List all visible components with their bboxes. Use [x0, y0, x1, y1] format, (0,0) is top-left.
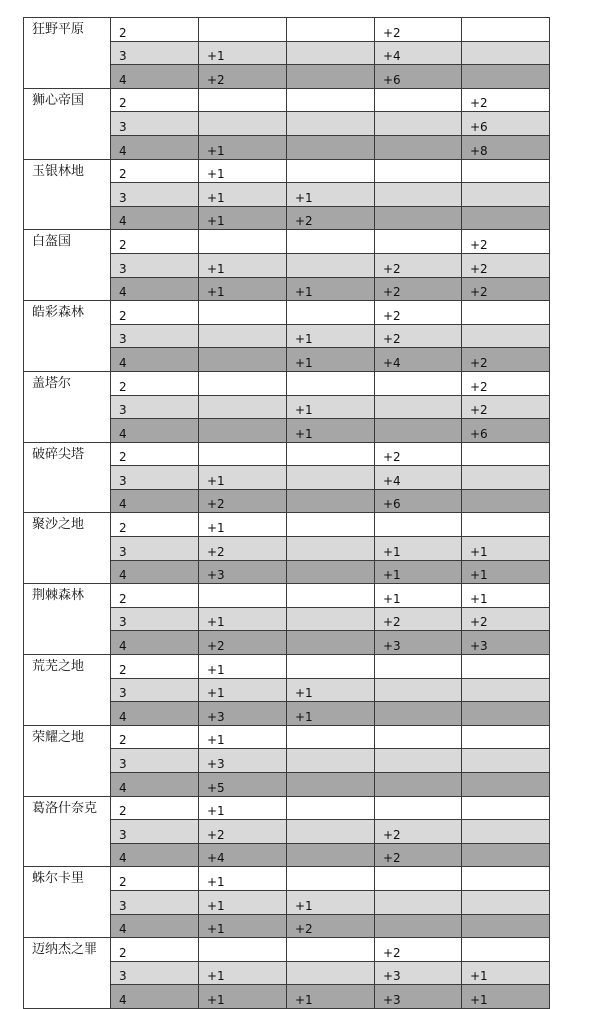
table-row — [24, 88, 550, 112]
bonus-cell — [375, 419, 462, 443]
bonus-cell: +2 — [462, 371, 550, 395]
bonus-cell — [287, 938, 375, 962]
bonus-cell: +1 — [199, 678, 287, 702]
level-cell: 2 — [111, 584, 199, 608]
level-cell: 2 — [111, 18, 199, 42]
level-cell: 4 — [111, 135, 199, 159]
bonus-cell: +2 — [462, 348, 550, 372]
bonus-cell — [375, 395, 462, 419]
bonus-cell — [462, 773, 550, 797]
level-cell: 3 — [111, 678, 199, 702]
bonus-cell — [287, 725, 375, 749]
level-cell: 3 — [111, 890, 199, 914]
level-cell: 3 — [111, 112, 199, 136]
bonus-cell: +2 — [199, 820, 287, 844]
table-row — [24, 796, 550, 820]
bonus-cell: +1 — [375, 584, 462, 608]
region-name: 破碎尖塔 — [24, 442, 111, 513]
bonus-cell — [462, 843, 550, 867]
bonus-cell — [287, 961, 375, 985]
bonus-cell — [287, 135, 375, 159]
bonus-cell: +1 — [199, 655, 287, 679]
bonus-cell: +1 — [375, 560, 462, 584]
bonus-cell — [462, 513, 550, 537]
bonus-cell: +2 — [375, 938, 462, 962]
bonus-cell: +2 — [375, 18, 462, 42]
bonus-cell: +1 — [287, 678, 375, 702]
level-cell: 3 — [111, 961, 199, 985]
bonus-cell: +3 — [375, 985, 462, 1009]
bonus-cell: +3 — [375, 961, 462, 985]
bonus-cell: +4 — [375, 466, 462, 490]
table-row — [24, 18, 550, 42]
bonus-cell: +2 — [199, 489, 287, 513]
region-name: 荣耀之地 — [24, 725, 111, 796]
bonus-cell: +1 — [199, 867, 287, 891]
bonus-cell — [462, 206, 550, 230]
bonus-cell — [462, 655, 550, 679]
bonus-cell: +1 — [287, 395, 375, 419]
bonus-cell — [287, 371, 375, 395]
bonus-cell — [199, 371, 287, 395]
bonus-cell — [287, 489, 375, 513]
bonus-cell: +1 — [199, 725, 287, 749]
level-cell: 3 — [111, 253, 199, 277]
bonus-cell — [199, 395, 287, 419]
bonus-cell: +1 — [462, 961, 550, 985]
bonus-cell — [375, 867, 462, 891]
level-cell: 3 — [111, 820, 199, 844]
bonus-cell — [199, 18, 287, 42]
bonus-cell — [287, 867, 375, 891]
bonus-cell — [287, 820, 375, 844]
bonus-cell — [287, 88, 375, 112]
bonus-cell: +2 — [287, 206, 375, 230]
bonus-cell — [375, 749, 462, 773]
bonus-cell: +1 — [199, 159, 287, 183]
region-name: 狂野平原 — [24, 18, 111, 89]
bonus-cell — [287, 749, 375, 773]
bonus-cell — [375, 773, 462, 797]
bonus-cell: +2 — [462, 88, 550, 112]
bonus-cell — [462, 65, 550, 89]
bonus-cell: +1 — [287, 890, 375, 914]
bonus-cell: +1 — [199, 253, 287, 277]
level-cell: 3 — [111, 395, 199, 419]
bonus-cell — [375, 702, 462, 726]
level-cell: 4 — [111, 560, 199, 584]
bonus-cell: +2 — [375, 253, 462, 277]
bonus-cell: +1 — [287, 183, 375, 207]
bonus-cell: +2 — [199, 631, 287, 655]
bonus-cell — [287, 513, 375, 537]
bonus-cell — [375, 655, 462, 679]
level-cell: 2 — [111, 159, 199, 183]
bonus-cell — [199, 584, 287, 608]
region-name: 蛛尔卡里 — [24, 867, 111, 938]
bonus-cell: +1 — [199, 277, 287, 301]
bonus-cell: +1 — [199, 985, 287, 1009]
bonus-cell — [199, 442, 287, 466]
level-cell: 4 — [111, 65, 199, 89]
bonus-cell — [199, 88, 287, 112]
bonus-cell — [199, 419, 287, 443]
bonus-cell — [287, 65, 375, 89]
bonus-cell: +1 — [199, 796, 287, 820]
bonus-cell: +3 — [375, 631, 462, 655]
bonus-cell: +1 — [462, 560, 550, 584]
bonus-cell — [375, 135, 462, 159]
bonus-cell — [462, 796, 550, 820]
level-cell: 3 — [111, 183, 199, 207]
level-cell: 2 — [111, 442, 199, 466]
bonus-cell — [462, 702, 550, 726]
level-cell: 3 — [111, 537, 199, 561]
bonus-cell: +2 — [375, 843, 462, 867]
bonus-cell — [462, 867, 550, 891]
bonus-cell — [462, 725, 550, 749]
table-row — [24, 159, 550, 183]
bonus-cell: +2 — [462, 277, 550, 301]
bonus-cell — [287, 466, 375, 490]
bonus-cell — [462, 324, 550, 348]
bonus-cell: +1 — [199, 914, 287, 938]
bonus-cell — [287, 631, 375, 655]
level-cell: 4 — [111, 631, 199, 655]
bonus-cell: +1 — [287, 985, 375, 1009]
bonus-cell: +4 — [199, 843, 287, 867]
level-cell: 4 — [111, 348, 199, 372]
bonus-cell — [375, 230, 462, 254]
bonus-cell — [462, 442, 550, 466]
bonus-cell — [287, 230, 375, 254]
region-name: 荒芜之地 — [24, 655, 111, 726]
level-cell: 2 — [111, 371, 199, 395]
level-cell: 3 — [111, 749, 199, 773]
bonus-cell: +2 — [375, 820, 462, 844]
bonus-cell — [199, 324, 287, 348]
level-cell: 2 — [111, 938, 199, 962]
level-cell: 4 — [111, 419, 199, 443]
region-name: 迈纳杰之罪 — [24, 938, 111, 1009]
region-name: 玉银林地 — [24, 159, 111, 230]
bonus-cell — [462, 890, 550, 914]
bonus-cell: +1 — [287, 277, 375, 301]
bonus-cell — [287, 843, 375, 867]
level-cell: 2 — [111, 867, 199, 891]
bonus-cell — [462, 466, 550, 490]
bonus-cell — [199, 301, 287, 325]
bonus-cell — [199, 112, 287, 136]
bonus-cell: +2 — [462, 253, 550, 277]
table-row — [24, 655, 550, 679]
bonus-cell — [462, 301, 550, 325]
bonus-cell: +2 — [375, 324, 462, 348]
bonus-cell: +2 — [462, 607, 550, 631]
level-cell: 4 — [111, 985, 199, 1009]
bonus-cell: +6 — [462, 112, 550, 136]
bonus-cell: +1 — [287, 348, 375, 372]
bonus-cell: +4 — [375, 348, 462, 372]
table-row — [24, 230, 550, 254]
bonus-cell — [462, 820, 550, 844]
bonus-cell — [287, 560, 375, 584]
bonus-cell: +3 — [199, 702, 287, 726]
level-cell: 4 — [111, 914, 199, 938]
bonus-cell — [287, 796, 375, 820]
bonus-cell — [375, 914, 462, 938]
level-cell: 4 — [111, 489, 199, 513]
bonus-cell: +1 — [287, 419, 375, 443]
bonus-cell — [375, 206, 462, 230]
bonus-cell: +1 — [199, 41, 287, 65]
region-name: 荆棘森林 — [24, 584, 111, 655]
bonus-cell — [375, 725, 462, 749]
bonus-cell — [462, 914, 550, 938]
region-table-body — [24, 18, 550, 1009]
level-cell: 2 — [111, 655, 199, 679]
bonus-cell: +6 — [375, 489, 462, 513]
level-cell: 2 — [111, 88, 199, 112]
bonus-cell: +1 — [199, 513, 287, 537]
region-name: 皓彩森林 — [24, 301, 111, 372]
bonus-cell: +2 — [375, 301, 462, 325]
bonus-cell — [462, 41, 550, 65]
bonus-cell — [199, 938, 287, 962]
bonus-cell — [287, 773, 375, 797]
bonus-cell — [287, 607, 375, 631]
bonus-cell — [375, 513, 462, 537]
bonus-cell: +1 — [199, 206, 287, 230]
level-cell: 2 — [111, 513, 199, 537]
region-name: 狮心帝国 — [24, 88, 111, 159]
bonus-cell: +2 — [287, 914, 375, 938]
bonus-cell: +1 — [199, 890, 287, 914]
table-row — [24, 442, 550, 466]
table-row — [24, 513, 550, 537]
bonus-cell: +6 — [375, 65, 462, 89]
region-name: 盖塔尔 — [24, 371, 111, 442]
bonus-cell — [375, 890, 462, 914]
region-name: 聚沙之地 — [24, 513, 111, 584]
bonus-cell — [462, 183, 550, 207]
bonus-cell — [375, 796, 462, 820]
bonus-cell — [375, 678, 462, 702]
bonus-cell: +3 — [199, 560, 287, 584]
bonus-cell: +1 — [199, 183, 287, 207]
level-cell: 4 — [111, 206, 199, 230]
level-cell: 2 — [111, 725, 199, 749]
level-cell: 2 — [111, 301, 199, 325]
bonus-cell: +1 — [287, 702, 375, 726]
bonus-cell: +3 — [462, 631, 550, 655]
bonus-cell: +2 — [375, 607, 462, 631]
bonus-cell: +2 — [462, 230, 550, 254]
bonus-cell — [375, 112, 462, 136]
bonus-cell — [375, 159, 462, 183]
bonus-cell: +1 — [462, 584, 550, 608]
region-name: 白盔国 — [24, 230, 111, 301]
level-cell: 4 — [111, 277, 199, 301]
bonus-cell — [287, 253, 375, 277]
bonus-cell: +2 — [375, 442, 462, 466]
bonus-cell: +1 — [462, 985, 550, 1009]
region-name: 葛洛什奈克 — [24, 796, 111, 867]
region-bonus-table — [23, 17, 550, 1009]
bonus-cell: +5 — [199, 773, 287, 797]
bonus-cell — [199, 230, 287, 254]
bonus-cell — [462, 18, 550, 42]
bonus-cell: +2 — [462, 395, 550, 419]
bonus-cell: +1 — [199, 961, 287, 985]
level-cell: 3 — [111, 607, 199, 631]
bonus-cell: +1 — [199, 607, 287, 631]
level-cell: 3 — [111, 466, 199, 490]
table-row — [24, 725, 550, 749]
bonus-cell: +3 — [199, 749, 287, 773]
bonus-cell: +1 — [375, 537, 462, 561]
table-row — [24, 371, 550, 395]
bonus-cell — [462, 489, 550, 513]
bonus-cell — [199, 348, 287, 372]
level-cell: 3 — [111, 41, 199, 65]
bonus-cell: +2 — [199, 537, 287, 561]
bonus-cell: +6 — [462, 419, 550, 443]
bonus-cell — [287, 18, 375, 42]
level-cell: 4 — [111, 773, 199, 797]
level-cell: 2 — [111, 796, 199, 820]
bonus-cell — [462, 749, 550, 773]
level-cell: 3 — [111, 324, 199, 348]
bonus-cell: +1 — [199, 466, 287, 490]
bonus-cell — [462, 159, 550, 183]
table-row — [24, 584, 550, 608]
bonus-cell — [375, 183, 462, 207]
bonus-cell: +4 — [375, 41, 462, 65]
bonus-cell — [462, 938, 550, 962]
bonus-cell: +8 — [462, 135, 550, 159]
bonus-cell — [375, 88, 462, 112]
bonus-cell — [287, 41, 375, 65]
bonus-cell — [462, 678, 550, 702]
bonus-cell: +1 — [199, 135, 287, 159]
bonus-cell — [287, 537, 375, 561]
bonus-cell: +2 — [199, 65, 287, 89]
bonus-cell — [287, 584, 375, 608]
bonus-cell: +1 — [287, 324, 375, 348]
level-cell: 2 — [111, 230, 199, 254]
bonus-cell — [287, 112, 375, 136]
bonus-cell — [287, 655, 375, 679]
level-cell: 4 — [111, 702, 199, 726]
bonus-cell — [375, 371, 462, 395]
table-row — [24, 867, 550, 891]
bonus-cell: +2 — [375, 277, 462, 301]
bonus-cell — [287, 301, 375, 325]
level-cell: 4 — [111, 843, 199, 867]
table-row — [24, 938, 550, 962]
bonus-cell: +1 — [462, 537, 550, 561]
table-row — [24, 301, 550, 325]
bonus-cell — [287, 159, 375, 183]
bonus-cell — [287, 442, 375, 466]
